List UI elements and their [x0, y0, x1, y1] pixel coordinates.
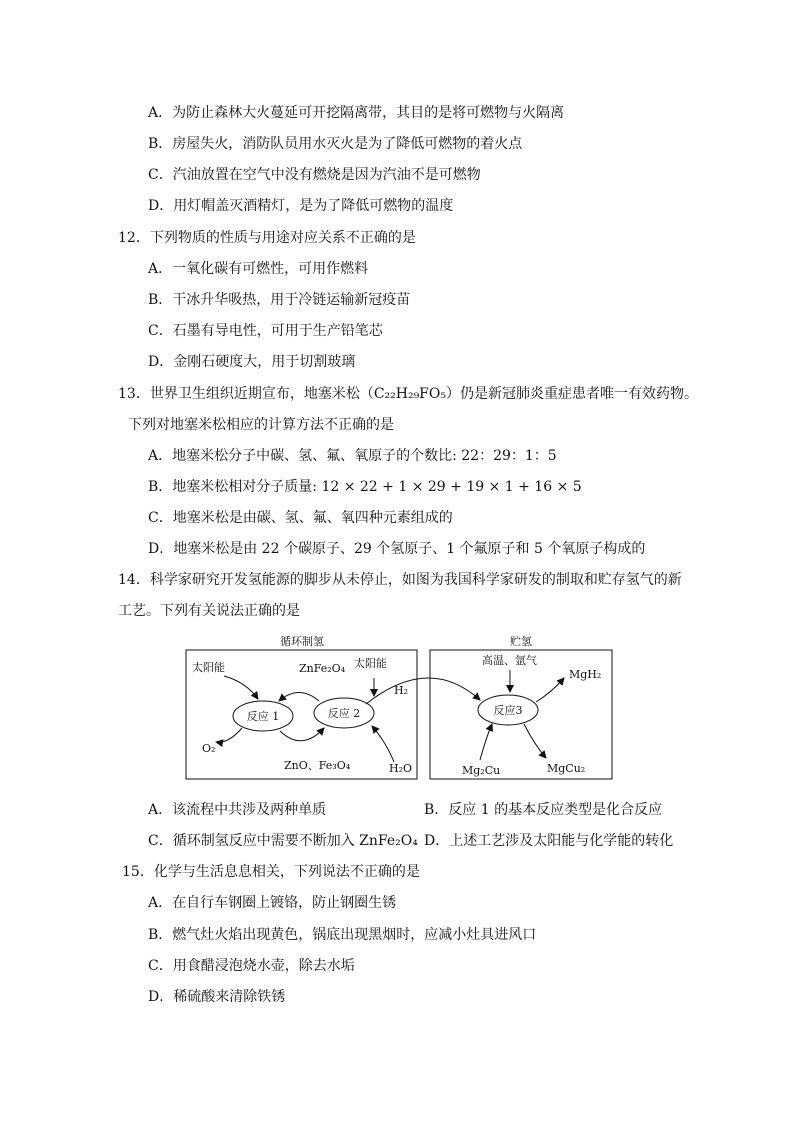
sun1-label: 太阳能	[192, 661, 225, 674]
q15-option-c: C．用食醋浸泡烧水壶，除去水垢	[148, 958, 355, 974]
q13-option-c: C．地塞米松是由碳、氢、氟、氧四种元素组成的	[148, 510, 453, 526]
q14-option-c: C．循环制氢反应中需要不断加入 ZnFe₂O₄	[148, 833, 418, 849]
q15-option-b: B．燃气灶火焰出现黄色，锅底出现黑烟时，应减小灶具进风口	[148, 927, 537, 943]
q15-option-a: A．在自行车钢圈上镀铬，防止钢圈生锈	[148, 895, 397, 911]
arrow-mg2cu-to-r3	[480, 724, 492, 760]
zno-fe3o4-label: ZnO、Fe₃O₄	[284, 759, 351, 772]
znfe2o4-label: ZnFe₂O₄	[299, 662, 346, 675]
mgcu2-label: MgCu₂	[547, 762, 586, 775]
q14-option-a: A．该流程中共涉及两种单质	[148, 802, 327, 818]
h2o-label: H₂O	[389, 762, 413, 775]
q14-option-b: B．反应 1 的基本反应类型是化合反应	[424, 802, 663, 818]
q11-option-d: D．用灯帽盖灭酒精灯，是为了降低可燃物的温度	[148, 198, 454, 214]
q14-stem-a: 14．科学家研究开发氢能源的脚步从未停止，如图为我国科学家研发的制取和贮存氢气的新	[118, 572, 682, 588]
q14-option-d: D．上述工艺涉及太阳能与化学能的转化	[424, 833, 674, 849]
arrow-r1-to-r2	[280, 728, 324, 741]
mgh2-label: MgH₂	[569, 668, 602, 681]
q12-option-b: B．干冰升华吸热，用于冷链运输新冠疫苗	[148, 292, 411, 308]
h2-label: H₂	[394, 684, 409, 697]
q13-option-d: D．地塞米松是由 22 个碳原子、29 个氢原子、1 个氟原子和 5 个氧原子构成的	[148, 541, 646, 557]
q12-option-c: C．石墨有导电性，可用于生产铅笔芯	[148, 323, 383, 339]
q12-option-d: D．金刚石硬度大，用于切割玻璃	[148, 354, 356, 370]
high-temp-argon-label: 高温、氩气	[482, 654, 537, 667]
box1-title: 循环制氢	[280, 635, 324, 648]
q13-stem-b: 下列对地塞米松相应的计算方法不正确的是	[128, 417, 394, 433]
q11-option-b: B．房屋失火，消防队员用水灭火是为了降低可燃物的着火点	[148, 136, 523, 152]
arrow-r2-to-r1	[279, 693, 319, 702]
hydrogen-process-diagram	[184, 634, 614, 784]
box2-title: 贮氢	[510, 635, 532, 648]
reaction3-label: 反应3	[493, 704, 523, 717]
q12-stem: 12．下列物质的性质与用途对应关系不正确的是	[118, 230, 416, 246]
q13-stem-a: 13．世界卫生组织近期宣布，地塞米松（C₂₂H₂₉FO₅）仍是新冠肺炎重症患者唯一有效药物。	[118, 386, 698, 402]
q15-stem: 15．化学与生活息息相关，下列说法不正确的是	[122, 864, 420, 880]
q14-stem-b: 工艺。下列有关说法正确的是	[118, 603, 300, 619]
o2-label: O₂	[202, 742, 216, 755]
reaction1-label: 反应 1	[246, 710, 280, 723]
q11-option-c: C．汽油放置在空气中没有燃烧是因为汽油不是可燃物	[148, 167, 481, 183]
arrow-r1-to-o2	[216, 728, 242, 742]
q15-option-d: D．稀硫酸来清除铁锈	[148, 989, 286, 1005]
mg2cu-label: Mg₂Cu	[462, 764, 501, 777]
arrow-r3-to-mgcu2	[524, 724, 546, 758]
arrow-sun-to-r1	[224, 676, 258, 699]
arrow-h2-to-r3	[366, 678, 480, 704]
q12-option-a: A．一氧化碳有可燃性，可用作燃料	[148, 261, 369, 277]
arrow-h2o-to-r2	[372, 726, 394, 762]
arrow-r3-to-mgh2	[536, 678, 564, 702]
q11-option-a: A．为防止森林大火蔓延可开挖隔离带，其目的是将可燃物与火隔离	[148, 105, 565, 121]
q13-option-b: B．地塞米松相对分子质量: 12 × 22 + 1 × 29 + 19 × 1 + 16 × 5	[148, 479, 582, 495]
sun2-label: 太阳能	[354, 657, 387, 670]
reaction2-label: 反应 2	[327, 707, 361, 720]
q13-option-a: A．地塞米松分子中碳、氢、氟、氧原子的个数比: 22：29：1：5	[148, 448, 557, 464]
